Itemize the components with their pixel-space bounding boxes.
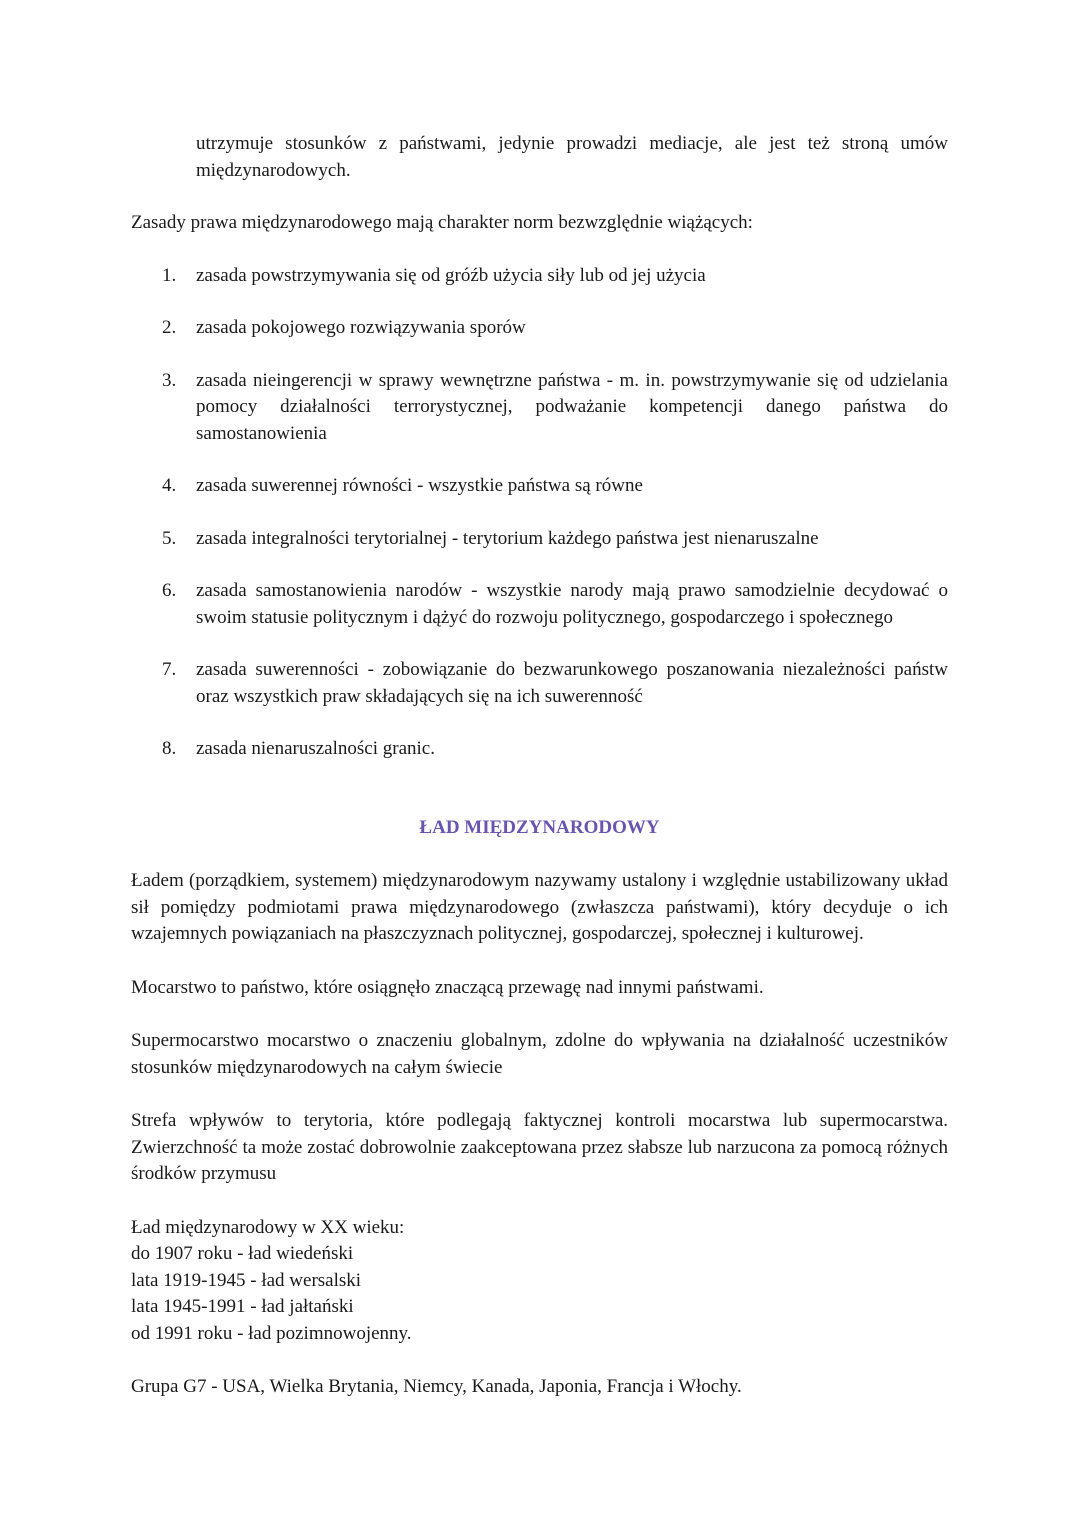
list-item xyxy=(131,736,948,763)
definition-supermocarstwo: Supermocarstwo mocarstwo o znaczeniu globalnym, zdolne do wpływania na działalność uczestników stosunków międzynarodowych na całym świecie xyxy=(131,1030,948,1078)
list-item xyxy=(131,368,948,448)
timeline-item: od 1991 roku - ład pozimnowojenny. xyxy=(131,1322,412,1344)
list-item-text: zasada pokojowego rozwiązywania sporów xyxy=(196,317,526,338)
definition-mocarstwo: Mocarstwo to państwo, które osiągnęło znaczącą przewagę nad innymi państwami. xyxy=(131,976,764,998)
list-number: 4. xyxy=(162,475,177,496)
timeline-item: lata 1919-1945 - ład wersalski xyxy=(131,1269,362,1291)
list-item xyxy=(131,473,948,500)
list-item xyxy=(131,657,948,710)
list-number: 7. xyxy=(162,659,177,680)
list-item xyxy=(131,315,948,342)
continued-paragraph: utrzymuje stosunków z państwami, jedynie prowadzi mediacje, ale jest też stroną umów międzynarodowych. xyxy=(196,133,948,181)
list-item-text: zasada samostanowienia narodów - wszystkie narody mają prawo samodzielnie decydować o swoim statusie politycznym i dążyć do rozwoju politycznego, gospodarczego i społecznego xyxy=(196,580,948,628)
timeline-heading: Ład międzynarodowy w XX wieku: xyxy=(131,1216,405,1238)
list-number: 2. xyxy=(162,317,177,338)
list-item xyxy=(131,526,948,553)
list-number: 3. xyxy=(162,369,177,391)
list-item-text: zasada nieingerencji w sprawy wewnętrzne państwa - m. in. powstrzymywanie się od udzielania pomocy działalności terrorystycznej, podważanie kompetencji danego państwa do samostanowienia xyxy=(196,369,948,444)
timeline-item: lata 1945-1991 - ład jałtański xyxy=(131,1296,354,1317)
list-number: 1. xyxy=(162,264,177,286)
list-item-text: zasada nienaruszalności granic. xyxy=(196,738,435,759)
list-number: 5. xyxy=(162,527,177,549)
list-item-text: zasada integralności terytorialnej - terytorium każdego państwa jest nienaruszalne xyxy=(196,527,819,549)
list-item xyxy=(131,263,948,290)
timeline-block xyxy=(131,1215,948,1348)
g7-paragraph: Grupa G7 - USA, Wielka Brytania, Niemcy, Kanada, Japonia, Francja i Włochy. xyxy=(131,1376,742,1397)
list-item xyxy=(131,578,948,631)
list-item-text: zasada suwerennej równości - wszystkie państwa są równe xyxy=(196,475,643,496)
list-item-text: zasada powstrzymywania się od gróźb użycia siły lub od jej użycia xyxy=(196,264,706,286)
list-item-text: zasada suwerenności - zobowiązanie do bezwarunkowego poszanowania niezależności państw oraz wszystkich praw składających się na ich suwerenność xyxy=(196,659,948,707)
definition-lad: Ładem (porządkiem, systemem) międzynarodowym nazywamy ustalony i względnie ustabilizowany układ sił pomiędzy podmiotami prawa międzynarodowego (zwłaszcza państwami), który decyduje o ich wzajemnych powiązaniach na płaszczyznach politycznej, gospodarczej, społecznej i kulturowej. xyxy=(131,870,948,944)
list-number: 6. xyxy=(162,580,177,601)
timeline-item: do 1907 roku - ład wiedeński xyxy=(131,1243,354,1264)
section-heading: ŁAD MIĘDZYNARODOWY xyxy=(419,816,660,838)
list-number: 8. xyxy=(162,738,177,759)
principles-list xyxy=(131,263,948,763)
document-page xyxy=(131,131,948,1401)
definition-strefa-wplywow: Strefa wpływów to terytoria, które podlegają faktycznej kontroli mocarstwa lub supermocarstwa. Zwierzchność ta może zostać dobrowolnie zaakceptowana przez słabsze lub narzucona za pomocą różnych środków przymusu xyxy=(131,1110,948,1184)
principles-intro: Zasady prawa międzynarodowego mają charakter norm bezwzględnie wiążących: xyxy=(131,212,753,233)
